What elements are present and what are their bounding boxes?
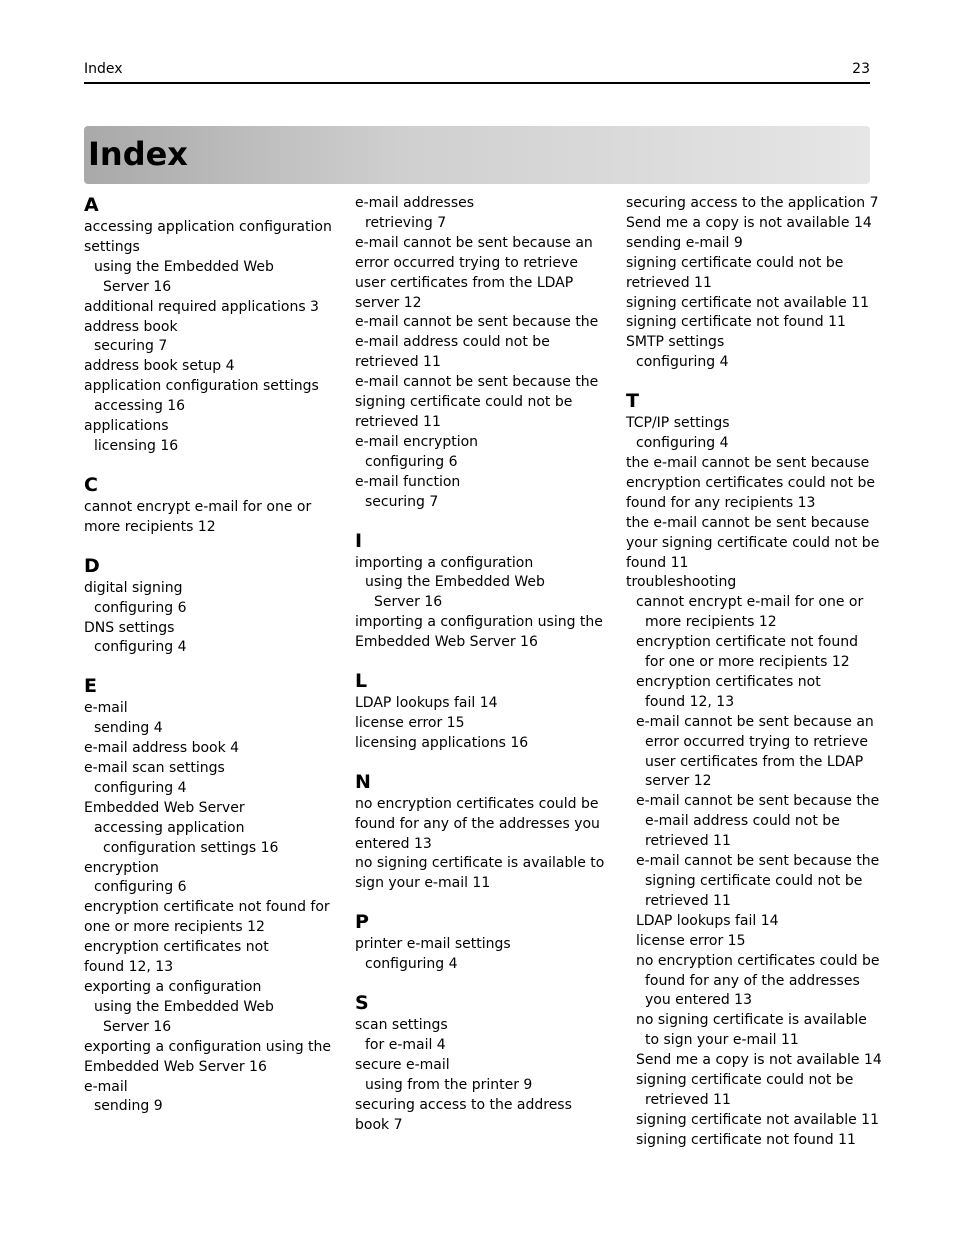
index-column-2 [355,194,605,1136]
index-entry-continuation: error occurred trying to retrieve [355,254,578,271]
index-entry: licensing applications 16 [355,734,529,751]
index-entry: configuring 4 [636,435,729,452]
page-header [84,58,870,84]
index-entry: e-mail address book 4 [84,740,240,757]
index-entry: signing certificate could not be [626,254,844,271]
index-entry: using the Embedded Web [94,258,274,275]
index-entry: e-mail cannot be sent because the [355,314,599,331]
index-entry-continuation: found 12, 13 [645,693,735,710]
index-entry-continuation: e-mail address could not be [645,813,840,830]
index-entry: sending 9 [94,1098,163,1115]
index-entry-continuation: found for any recipients 13 [626,494,816,511]
index-entry-continuation: more recipients 12 [645,614,777,631]
index-entry: sending 4 [94,720,163,737]
index-letter-heading: D [84,554,100,577]
index-entry-continuation: retrieved 11 [645,892,731,909]
index-entry: using the Embedded Web [365,574,545,591]
index-entry: using the Embedded Web [94,998,274,1015]
index-entry: Send me a copy is not available 14 [626,214,872,231]
index-entry-continuation: your signing certificate could not be [626,534,880,551]
index-entry-continuation: server 12 [355,294,422,311]
index-entry: SMTP settings [626,334,725,351]
index-entry: no encryption certificates could be [355,795,599,812]
index-entry: e-mail cannot be sent because the [636,853,880,870]
index-entry: securing 7 [94,338,168,355]
index-letter-heading: L [355,670,368,693]
index-entry: securing access to the address [355,1096,572,1113]
index-entry: Embedded Web Server [84,799,245,816]
index-entry: e-mail cannot be sent because the [355,374,599,391]
index-entry: application configuration settings [84,378,319,395]
index-entry: secure e-mail [355,1056,450,1073]
index-letter-heading: A [84,194,99,216]
index-letter-heading: I [355,529,363,552]
index-entry: e-mail encryption [355,433,479,450]
index-entry-continuation: for one or more recipients 12 [645,654,850,671]
index-entry-continuation: retrieved 11 [645,1091,731,1108]
index-entry-continuation: user certificates from the LDAP [355,274,574,291]
index-entry-continuation: Server 16 [374,594,443,611]
index-entry: encryption [84,859,159,876]
index-entry: importing a configuration [355,554,534,571]
index-entry: e-mail scan settings [84,760,225,777]
index-entry: troubleshooting [626,574,737,591]
index-entry: exporting a configuration [84,979,262,995]
index-entry-continuation: book 7 [355,1116,403,1133]
index-entry: printer e-mail settings [355,936,511,953]
index-entry-continuation: server 12 [645,773,712,790]
index-entry: accessing application configuration [84,219,332,235]
index-entry: configuring 4 [94,639,187,656]
index-entry: Send me a copy is not available 14 [636,1052,882,1069]
index-entry-continuation: retrieved 11 [355,354,441,371]
index-entry: signing certificate not available 11 [636,1111,879,1128]
index-entry: exporting a configuration using the [84,1038,332,1055]
index-column-3 [626,194,882,1151]
index-entry-continuation: e-mail address could not be [355,334,550,351]
index-letter-heading: E [84,675,97,698]
index-entry: e-mail [84,1078,128,1095]
index-entry: DNS settings [84,619,175,636]
index-entry: configuring 6 [365,453,458,470]
index-entry: e-mail [84,700,128,717]
index-entry-continuation: Embedded Web Server 16 [355,634,538,651]
index-letter-heading: N [355,770,371,793]
index-entry: the e-mail cannot be sent because [626,514,870,531]
index-entry: e-mail cannot be sent because an [355,234,593,251]
index-entry: configuring 6 [94,599,187,616]
index-entry-continuation: Server 16 [103,278,172,295]
index-entry-continuation: encryption certificates could not be [626,474,876,491]
title-band [84,126,870,184]
index-entry-continuation: retrieved 11 [355,413,441,430]
index-entry: applications [84,418,169,435]
index-entry: LDAP lookups fail 14 [355,695,498,712]
index-entry-continuation: retrieved 11 [645,833,731,850]
index-entry: securing access to the application 7 [626,195,879,211]
index-entry: LDAP lookups fail 14 [636,912,779,929]
index-entry-continuation: user certificates from the LDAP [645,753,864,770]
index-entry-continuation: found for any of the addresses [645,972,860,989]
index-entry: signing certificate not found 11 [626,314,846,331]
index-entry-continuation: found 12, 13 [84,959,174,976]
index-entry: accessing application [94,819,245,836]
index-entry: for e-mail 4 [365,1037,446,1053]
index-entry-continuation: one or more recipients 12 [84,919,265,936]
index-entry: license error 15 [355,714,465,731]
index-entry: using from the printer 9 [365,1076,533,1093]
index-entry: no encryption certificates could be [636,952,880,969]
index-entry: accessing 16 [94,398,186,415]
index-entry: e-mail function [355,473,461,490]
index-entry: address book setup 4 [84,358,235,375]
index-entry-continuation: retrieved 11 [626,274,712,291]
index-entry: license error 15 [636,932,746,949]
index-entry: encryption certificate not found for [84,899,330,916]
index-entry: encryption certificates not [84,939,269,956]
index-entry-continuation: entered 13 [355,835,432,852]
index-entry: scan settings [355,1017,448,1034]
index-entry-continuation: Server 16 [103,1018,172,1035]
index-entry: cannot encrypt e-mail for one or [636,594,864,611]
index-entry: e-mail addresses [355,195,475,211]
index-entry: signing certificate could not be [636,1072,854,1089]
index-entry: no signing certificate is available to [355,855,605,872]
index-letter-heading: S [355,992,369,1015]
index-entry: signing certificate not available 11 [626,294,869,311]
index-entry: e-mail cannot be sent because the [636,793,880,810]
index-entry: configuring 4 [94,779,187,796]
index-entry-continuation: settings [84,238,140,255]
index-entry: address book [84,318,178,335]
index-entry-continuation: configuration settings 16 [103,839,279,856]
index-entry-continuation: more recipients 12 [84,518,216,535]
index-entry-continuation: Embedded Web Server 16 [84,1058,267,1075]
index-entry: the e-mail cannot be sent because [626,454,870,471]
index-entry: configuring 4 [365,956,458,973]
index-entry: digital signing [84,579,183,596]
header-page-number: 23 [852,61,870,77]
index-column-1 [84,194,334,1117]
index-entry: encryption certificate not found [636,634,858,651]
index-entry: e-mail cannot be sent because an [636,713,874,730]
index-letter-heading: T [626,390,639,413]
index-letter-heading: C [84,473,98,496]
index-entry: no signing certificate is available [636,1012,867,1029]
index-entry-continuation: sign your e-mail 11 [355,875,491,892]
header-section-label: Index [84,61,123,77]
page-title: Index [88,135,188,173]
index-entry-continuation: error occurred trying to retrieve [645,733,868,750]
index-entry: retrieving 7 [365,214,447,231]
index-entry-continuation: signing certificate could not be [355,394,573,411]
index-entry: TCP/IP settings [626,415,730,432]
index-entry: configuring 6 [94,879,187,896]
index-entry-continuation: found for any of the addresses you [355,815,600,832]
index-entry: cannot encrypt e-mail for one or [84,498,312,515]
index-entry-continuation: found 11 [626,554,689,571]
index-entry-continuation: to sign your e-mail 11 [645,1032,799,1049]
index-entry: securing 7 [365,493,439,510]
index-entry: encryption certificates not [636,673,821,690]
index-entry-continuation: you entered 13 [645,992,752,1009]
index-entry: configuring 4 [636,354,729,371]
index-letter-heading: P [355,911,369,934]
index-entry: importing a configuration using the [355,614,603,631]
index-entry-continuation: signing certificate could not be [645,873,863,889]
index-entry: signing certificate not found 11 [636,1131,856,1148]
index-entry: sending e-mail 9 [626,234,743,251]
index-entry: licensing 16 [94,437,179,454]
index-entry: additional required applications 3 [84,298,319,315]
